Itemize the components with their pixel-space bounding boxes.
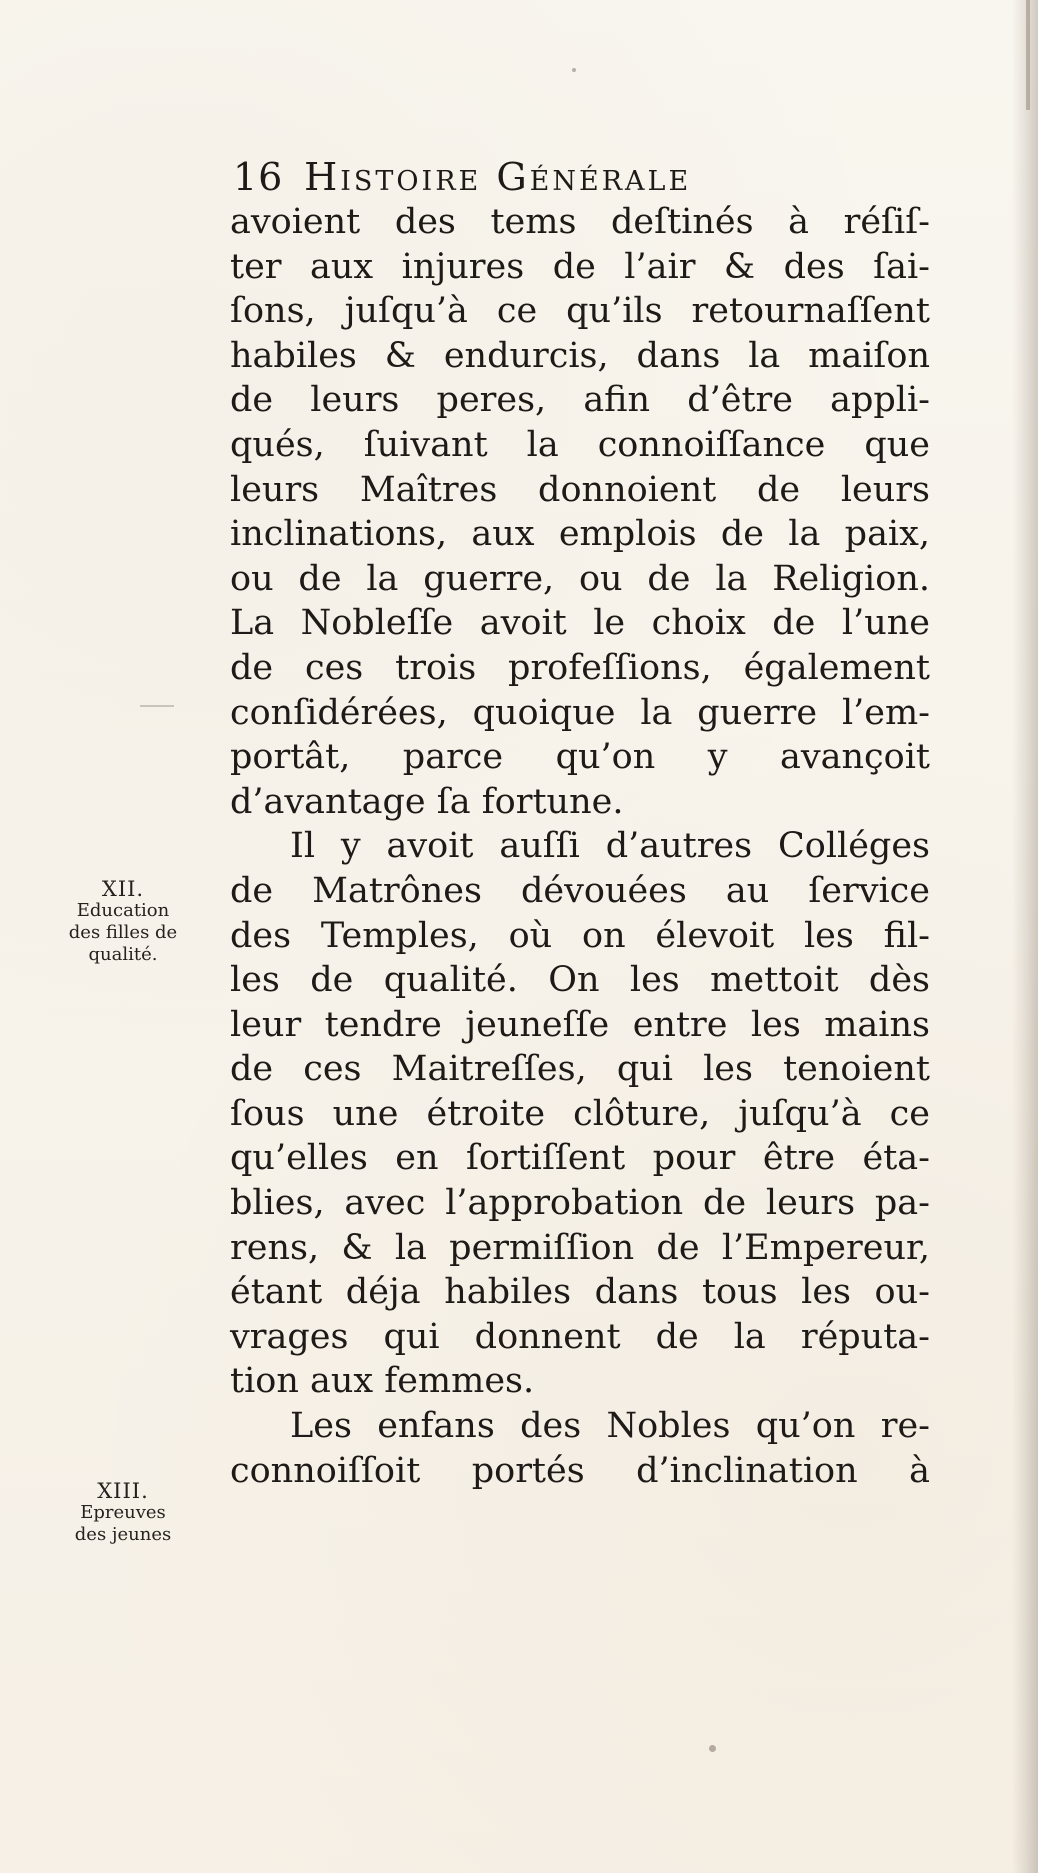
text-line: étant déja habiles dans tous les ou- [230,1272,930,1313]
text-line: ter aux injures de l’air & des ſai- [230,246,930,287]
text-line: habiles & endurcis, dans la maiſon [230,335,930,376]
text-line: de leurs peres, afin d’être appli- [230,380,930,421]
text-line: ſons, juſqu’à ce qu’ils retournaſſent [230,291,930,332]
margin-dash [140,705,174,707]
text-line: leur tendre jeuneſſe entre les mains [230,1004,930,1045]
text-line: leurs Maîtres donnoient de leurs [230,469,930,510]
page-number: 16 [233,155,284,199]
running-head [233,152,928,202]
running-title: Histoire Générale [304,155,692,199]
text-line: portât, parce qu’on y avançoit [230,737,930,778]
margin-note-number: XIII. [97,1479,149,1503]
text-line: Les enfans des Nobles qu’on re- [290,1406,930,1447]
body-text [230,200,930,1493]
margin-note-line: qualité. [88,944,158,965]
text-line: de ces trois profeſſions, également [230,647,930,688]
text-line: d’avantage ſa fortune. [230,781,624,822]
text-line: tion aux femmes. [230,1361,535,1402]
text-line: qués, ſuivant la connoiſſance que [230,424,930,465]
text-line: blies, avec l’approbation de leurs pa- [230,1183,930,1224]
margin-note-line: des filles de [68,922,178,943]
text-line: Il y avoit auſſi d’autres Colléges [290,826,930,867]
text-line: ſous une étroite clôture, juſqu’à ce [230,1093,930,1134]
text-line: de Matrônes dévouées au ſervice [230,870,930,911]
margin-note-line: Epreuves [80,1502,166,1523]
text-line: les de qualité. On les mettoit dès [230,960,930,1001]
spine-shadow [1012,0,1038,1873]
margin-note-number: XII. [101,877,145,901]
spine-edge [1026,0,1030,110]
margin-note-line: des jeunes [74,1524,172,1545]
margin-note-line: Education [76,900,170,921]
text-line: La Nobleſſe avoit le choix de l’une [230,603,930,644]
text-line: avoient des tems deſtinés à réſiſ- [230,202,930,242]
margin-note-xii [38,878,208,966]
paper-speck [572,68,576,72]
text-line: des Temples, où on élevoit les fil- [230,915,930,956]
text-line: vrages qui donnent de la réputa- [230,1316,930,1357]
text-line: qu’elles en ſortiſſent pour être éta- [230,1138,930,1179]
text-line: de ces Maitreſſes, qui les tenoient [230,1049,930,1090]
text-line: rens, & la permiſſion de l’Empereur, [230,1227,930,1268]
text-line: connoiſſoit portés d’inclination à [230,1450,930,1491]
text-line: conſidérées, quoique la guerre l’em- [230,692,930,733]
paper-speck [709,1745,716,1752]
margin-note-xiii [38,1480,208,1546]
text-line: inclinations, aux emplois de la paix, [230,514,930,555]
text-line: ou de la guerre, ou de la Religion. [230,558,930,599]
